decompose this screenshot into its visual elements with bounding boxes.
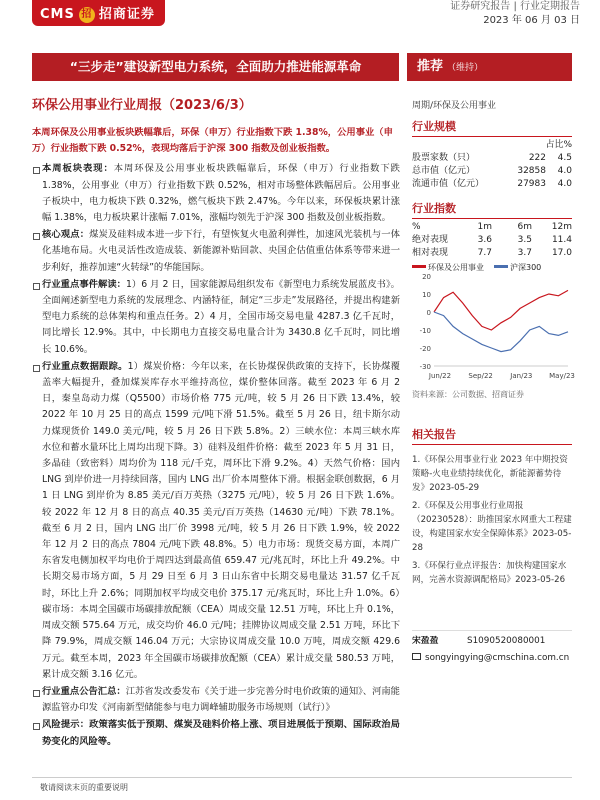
analyst-name: 宋盈盈 xyxy=(412,636,439,646)
industry-index-section xyxy=(412,200,572,260)
footer-note: 敬请阅读末页的重要说明 xyxy=(40,783,128,792)
industry-scale-row xyxy=(412,178,572,191)
bullet-text: 江苏省发改委发布《关于进一步完善分时电价政策的通知》、河南能源监管办印发《河南新型储能参与电力调峰辅助服务市场规则（试行）》 xyxy=(42,685,400,714)
x-tick-label: May/23 xyxy=(549,372,575,380)
rating-note: （维持） xyxy=(447,63,484,73)
bullet-list xyxy=(32,161,400,749)
industry-scale-col-header: 占比% xyxy=(545,140,572,150)
scale-label: 股票家数（只） xyxy=(412,153,476,163)
index-performance-chart xyxy=(412,272,575,382)
logo-en: CMS xyxy=(40,7,75,22)
y-tick-label: -10 xyxy=(419,327,431,335)
rating-box xyxy=(407,53,572,81)
y-tick-label: -20 xyxy=(419,345,431,353)
y-tick-label: -30 xyxy=(419,363,431,371)
legend-swatch xyxy=(412,265,426,268)
bullet-item xyxy=(32,717,400,749)
related-report-link[interactable]: 3.《环保行业点评报告：加快构建国家水网，完善水资源调配格局》2023-05-26 xyxy=(412,561,567,585)
row-label: 相对表现 xyxy=(412,248,449,258)
row-label: 绝对表现 xyxy=(412,235,449,245)
cell-value: 7.7 xyxy=(477,248,492,258)
bullet-item xyxy=(32,684,400,716)
scale-label: 总市值（亿元） xyxy=(412,166,476,176)
related-reports-section xyxy=(412,428,572,591)
chart-source: 资料来源：公司数据、招商证券 xyxy=(412,390,524,399)
cms-logo xyxy=(32,0,165,26)
main-content xyxy=(32,125,400,751)
scale-value: 222 xyxy=(528,153,546,163)
report-date: 2023 年 06 月 03 日 xyxy=(483,15,580,26)
legend-item-sector: 环保及公用事业 xyxy=(412,262,484,273)
scale-value: 32858 xyxy=(517,166,546,176)
rating-label: 推荐 xyxy=(417,59,444,74)
industry-scale-section xyxy=(412,118,572,191)
report-type: 证券研究报告 | 行业定期报告 xyxy=(450,1,580,12)
summary-paragraph: 本周环保及公用事业板块跌幅靠后，环保（申万）行业指数下跌 1.38%，公用事业（申万）行业指数下跌 0.52%，表现均落后于沪深 300 指数及创业板指数。 xyxy=(32,127,393,155)
bullet-lead: 行业重点数据跟踪。 xyxy=(42,360,128,372)
bullet-item xyxy=(32,277,400,358)
header-meta xyxy=(450,0,580,28)
scale-value: 27983 xyxy=(517,179,546,189)
related-report-link[interactable]: 1.《环保公用事业行业 2023 年中期投资策略-火电业绩持续优化，新能源蓄势待发》2023-05-29 xyxy=(412,455,568,493)
bullet-text: 1）6 月 2 日，国家能源局组织发布《新型电力系统发展蓝皮书》。全面阐述新型电力系统的发展理念、内涵特征，制定“三步走”发展路径，并提出构建新型电力系统的总体架构和重点任务。2）4 月，全国市场交易电量 4287.3 亿千瓦时，同比增长 12.9%。其中，中长期电力直接交易电量合计为 3430.8 亿千瓦时，同比增长 10.6%。 xyxy=(42,278,400,355)
cell-value: 17.0 xyxy=(551,248,572,258)
index-row-absolute xyxy=(412,234,572,247)
bullet-text: 政策落实低于预期、煤炭及硅料价格上涨、项目进展低于预期、国际政治局势变化的风险等。 xyxy=(42,719,400,747)
analyst-email[interactable]: songyingying@cmschina.com.cn xyxy=(425,653,570,663)
index-row-relative xyxy=(412,247,572,260)
scale-share: 4.0 xyxy=(557,179,572,189)
bullet-text: 煤炭及硅料成本进一步下行，有望恢复火电盈利弹性，加速风光装机与一体化基地布局。火电灵活性改造成装、新能源补贴回款、央国企估值重估体系等带来进一步利好，推荐加速“火转绿”的华能国际。 xyxy=(42,229,400,273)
cell-value: 3.7 xyxy=(517,248,532,258)
report-category: 周期/环保及公用事业 xyxy=(412,101,497,111)
industry-scale-table xyxy=(412,152,572,191)
page-header xyxy=(0,0,600,30)
index-header-row xyxy=(412,221,572,234)
report-title-banner: “三步走”建设新型电力系统，全面助力推进能源革命 xyxy=(32,53,399,81)
series-line-sector xyxy=(434,290,568,330)
x-tick-label: Sep/22 xyxy=(468,372,493,380)
y-tick-label: 10 xyxy=(422,291,431,299)
period-1m: 1m xyxy=(477,222,492,232)
period-12m: 12m xyxy=(551,222,572,232)
period-6m: 6m xyxy=(517,222,532,232)
industry-scale-row xyxy=(412,165,572,178)
scale-share: 4.5 xyxy=(557,153,572,163)
industry-index-title: 行业指数 xyxy=(412,200,572,219)
x-tick-label: Jan/23 xyxy=(510,372,533,380)
related-report-link[interactable]: 2.《环保及公用事业行业周报（20230528）：助推国家水网重大工程建设，构建国家水安全保障体系》2023-05-28 xyxy=(412,501,572,553)
bullet-text: 本周环保及公用事业板块跌幅靠后，环保（申万）行业指数下跌 1.38%，公用事业（申万）行业指数下跌 0.52%，相对市场整体跌幅居后。公用事业子板块中，电力板块下跌 0.32%，燃气板块下跌 2.47%。今年以来，环保板块累计涨幅 1.38%，电力板块累计涨幅 7.01%，涨幅均领先于沪深 300 指数及创业板指数。 xyxy=(42,163,400,224)
bullet-item xyxy=(32,161,400,226)
scale-label: 流通市值（亿元） xyxy=(412,179,485,189)
bullet-item xyxy=(32,227,400,276)
bullet-text: 1）煤炭价格：今年以来，在长协煤保供政策的支持下，长协煤覆盖率大幅提升，叠加煤炭库存水平维持高位，煤价整体回落。截至 2023 年 6 月 2 日，秦皇岛动力煤（Q5500）市场价格 775 元/吨，较 5 月 26 日下跌 13.4%，较 2022 年 10 月 25 日的高点 1599 元/吨下滑 51.5%。截至 5 月 26 日，纽卡斯尔动力煤现货价 149.0 美元/吨，较 5 月 26 日下跌 5.8%。2）三峡水位：本周三峡水库水位和蓄水量环比上周均出现下降。3）硅料及组件价格：截至 2023 年 5 月 31 日，多晶硅（致密料）周均价为 118 元/千克，周环比下滑 9.2%。4）天然气价格：国内 LNG 到岸价进一月持续回落，国内 LNG 出厂价本周整体下滑。根据金联创数据，6 月 1 日 LNG 到岸价为 8.85 美元/百万英热（3275 元/吨），较 5 月 26 日下跌 1.6%。较 2022 年 12 月 8 日的高点 40.35 美元/百万英热（14630 元/吨）下跌 78.1%。截至 6 月 2 日，国内 LNG 出厂价 3998 元/吨，较 5 月 26 日下跌 1.9%，较 2022 年 12 月 2 日的高点 7804 元/吨下跌 48.8%。5）电力市场：现货交易方面，本周广东省发电侧加权平均电价于周四达到最高值 659.47 元/兆瓦时，环比上升 49.2%。中长期交易市场方面，5 月 29 日至 6 月 3 日山东省中长期交易电量达 31.57 亿千瓦时，环比上升 2.6%；同期加权平均成交电价 375.17 元/兆瓦时，环比上升 1.0%。6）碳市场：本周全国碳市场碳排放配额（CEA）周成交量 12.51 万吨，环比上升 0.1%，周成交额 575.64 万元，成交均价 46.0 元/吨；挂牌协议周成交量 2.51 万吨，环比下降 79.9%，周成交额 146.04 万元；大宗协议周成交量 10.0 万吨，周成交额 429.6 万元。截至本周，2023 年全国碳市场碳排放配额（CEA）累计成交量 580.53 万吨，累计成交额 3.16 亿元。 xyxy=(42,360,400,680)
series-line-csi300 xyxy=(434,312,568,352)
bullet-lead: 本周板块表现： xyxy=(42,163,114,175)
index-col-header: % xyxy=(412,222,421,232)
cell-value: 3.6 xyxy=(477,235,492,245)
analyst-cert: S1090520080001 xyxy=(467,636,546,646)
logo-cn: 招商证券 xyxy=(98,7,155,22)
industry-scale-title: 行业规模 xyxy=(412,118,572,137)
y-tick-label: 0 xyxy=(426,309,431,317)
legend-item-csi300: 沪深300 xyxy=(494,262,541,273)
bullet-lead: 核心观点： xyxy=(42,229,90,241)
mail-icon xyxy=(412,653,421,660)
bullet-lead: 行业重点公告汇总： xyxy=(42,685,126,697)
y-tick-label: 20 xyxy=(422,273,431,281)
footer-divider xyxy=(32,777,572,778)
scale-share: 4.0 xyxy=(557,166,572,176)
bullet-item xyxy=(32,359,400,683)
x-tick-label: Jun/22 xyxy=(428,372,452,380)
related-reports-list xyxy=(412,453,572,587)
bullet-lead: 风险提示： xyxy=(42,719,90,731)
logo-badge-icon: 招 xyxy=(79,7,95,23)
analyst-info xyxy=(412,630,572,665)
industry-scale-row xyxy=(412,152,572,165)
legend-swatch xyxy=(494,265,508,268)
cell-value: 11.4 xyxy=(551,235,572,245)
related-reports-title: 相关报告 xyxy=(412,428,572,445)
cell-value: 3.5 xyxy=(517,235,532,245)
bullet-lead: 行业重点事件解读： xyxy=(42,278,126,290)
report-subtitle: 环保公用事业行业周报（2023/6/3） xyxy=(32,98,252,113)
